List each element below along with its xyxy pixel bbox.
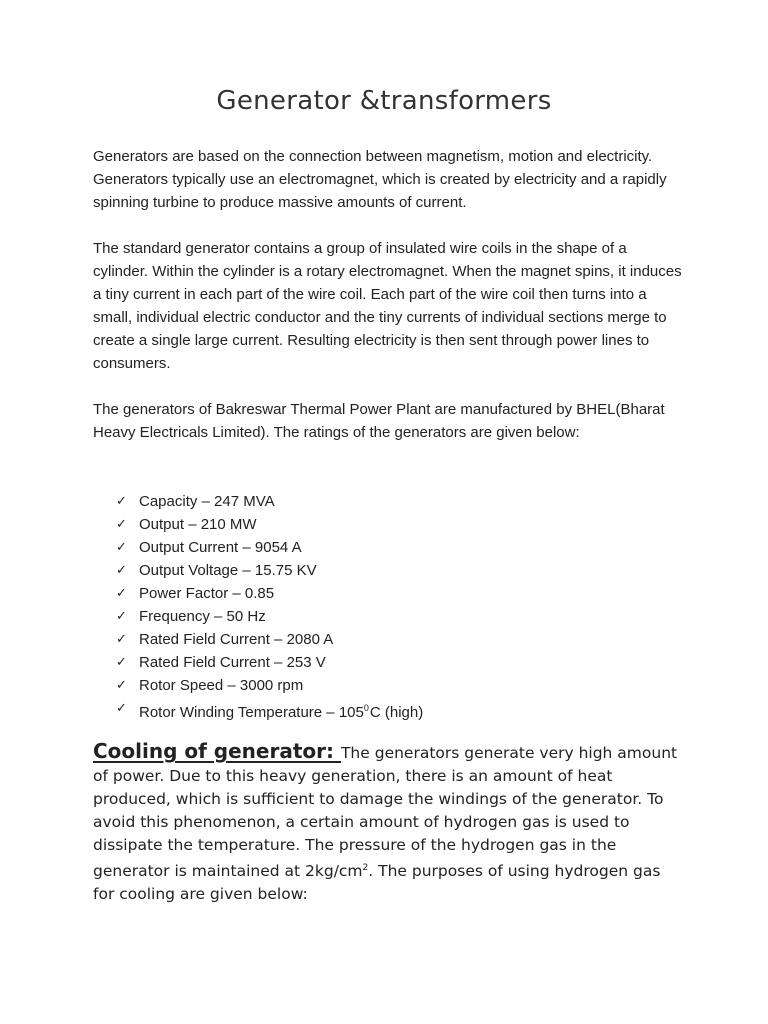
rating-text: Output Current – 9054 A [139, 539, 302, 556]
ratings-list [93, 490, 683, 720]
checkmark-icon: ✓ [116, 609, 127, 624]
checkmark-icon: ✓ [116, 540, 127, 555]
checkmark-icon: ✓ [116, 563, 127, 578]
unit-superscript: 2 [362, 863, 369, 873]
list-item [93, 628, 683, 651]
paragraph-bakreswar: The generators of Bakreswar Thermal Power Plant are manufactured by BHEL(Bharat Heavy Electricals Limited). The ratings of the generators are given below: [93, 401, 665, 441]
list-item [93, 559, 683, 582]
list-item [93, 582, 683, 605]
cooling-section [93, 740, 683, 906]
checkmark-icon: ✓ [116, 655, 127, 670]
rating-text-suffix: C (high) [369, 704, 424, 721]
list-item [93, 651, 683, 674]
list-item [93, 605, 683, 628]
paragraph-standard-generator: The standard generator contains a group of insulated wire coils in the shape of a cylinder. Within the cylinder is a rotary electromagnet. When the magnet spins, it induces a tiny current in each part of the wire coil. Each part of the wire coil then turns into a small, individual electric conductor and the tiny currents of individual sections merge to create a single large current. Resulting electricity is then sent through power lines to consumers. [93, 240, 682, 372]
cooling-text-end: . The purposes of using hydrogen gas for cooling are given below: [93, 862, 661, 903]
checkmark-icon: ✓ [116, 632, 127, 647]
list-item [93, 536, 683, 559]
cooling-text: The generators generate very high amount of power. Due to this heavy generation, there is an amount of heat produced, which is sufficient to damage the windings of the generator. To avoid this phenomenon, a certain amount of hydrogen gas is used to dissipate the temperature. The pressure of the hydrogen gas in the generator is maintained at 2kg/cm [93, 744, 678, 880]
checkmark-icon: ✓ [116, 678, 127, 693]
rating-text: Capacity – 247 MVA [139, 493, 275, 510]
list-item [93, 490, 683, 513]
checkmark-icon: ✓ [116, 701, 127, 716]
checkmark-icon: ✓ [116, 517, 127, 532]
paragraph-intro: Generators are based on the connection between magnetism, motion and electricity. Generators typically use an electromagnet, which is created by electricity and a rapidly spinning turbine to produce massive amounts of current. [93, 148, 667, 211]
rating-text: Power Factor – 0.85 [139, 585, 275, 602]
rating-text: Rated Field Current – 253 V [139, 654, 326, 671]
rating-text: Output – 210 MW [139, 516, 257, 533]
page-title: Generator &transformers [216, 86, 552, 116]
checkmark-icon: ✓ [116, 586, 127, 601]
rating-text: Frequency – 50 Hz [139, 608, 266, 625]
rating-text: Output Voltage – 15.75 KV [139, 562, 317, 579]
list-item [93, 513, 683, 536]
rating-text: Rotor Speed – 3000 rpm [139, 677, 304, 694]
rating-text-prefix: Rotor Winding Temperature – 105 [139, 704, 364, 721]
checkmark-icon: ✓ [116, 494, 127, 509]
list-item [93, 674, 683, 697]
degree-superscript: 0 [363, 703, 369, 713]
list-item [93, 697, 683, 720]
rating-text: Rated Field Current – 2080 A [139, 631, 334, 648]
section-heading-cooling: Cooling of generator: [93, 739, 341, 763]
